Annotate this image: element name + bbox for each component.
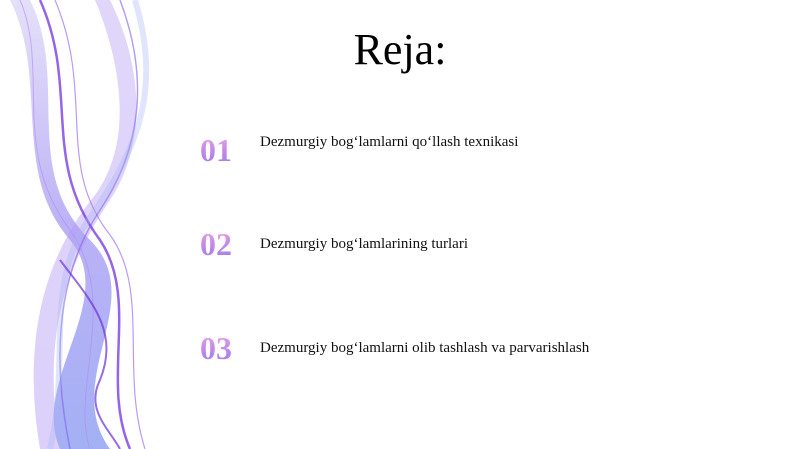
agenda-item-number: 03 (200, 330, 232, 366)
agenda-item (200, 132, 760, 172)
agenda-item-text: Dezmurgiy bog‘lamlarining turlari (260, 236, 469, 252)
agenda-item-number: 02 (200, 226, 232, 262)
agenda-item-text: Dezmurgiy bog‘lamlarni olib tashlash va parvarishlash (260, 340, 590, 356)
agenda-item (200, 226, 760, 266)
agenda-item-number: 01 (200, 132, 232, 168)
agenda-item (200, 330, 760, 370)
agenda-item-text: Dezmurgiy bog‘lamlarni qo‘llash texnikasi (260, 134, 519, 150)
slide-title: Reja: (353, 25, 447, 74)
decorative-ribbon-graphic (0, 0, 200, 449)
